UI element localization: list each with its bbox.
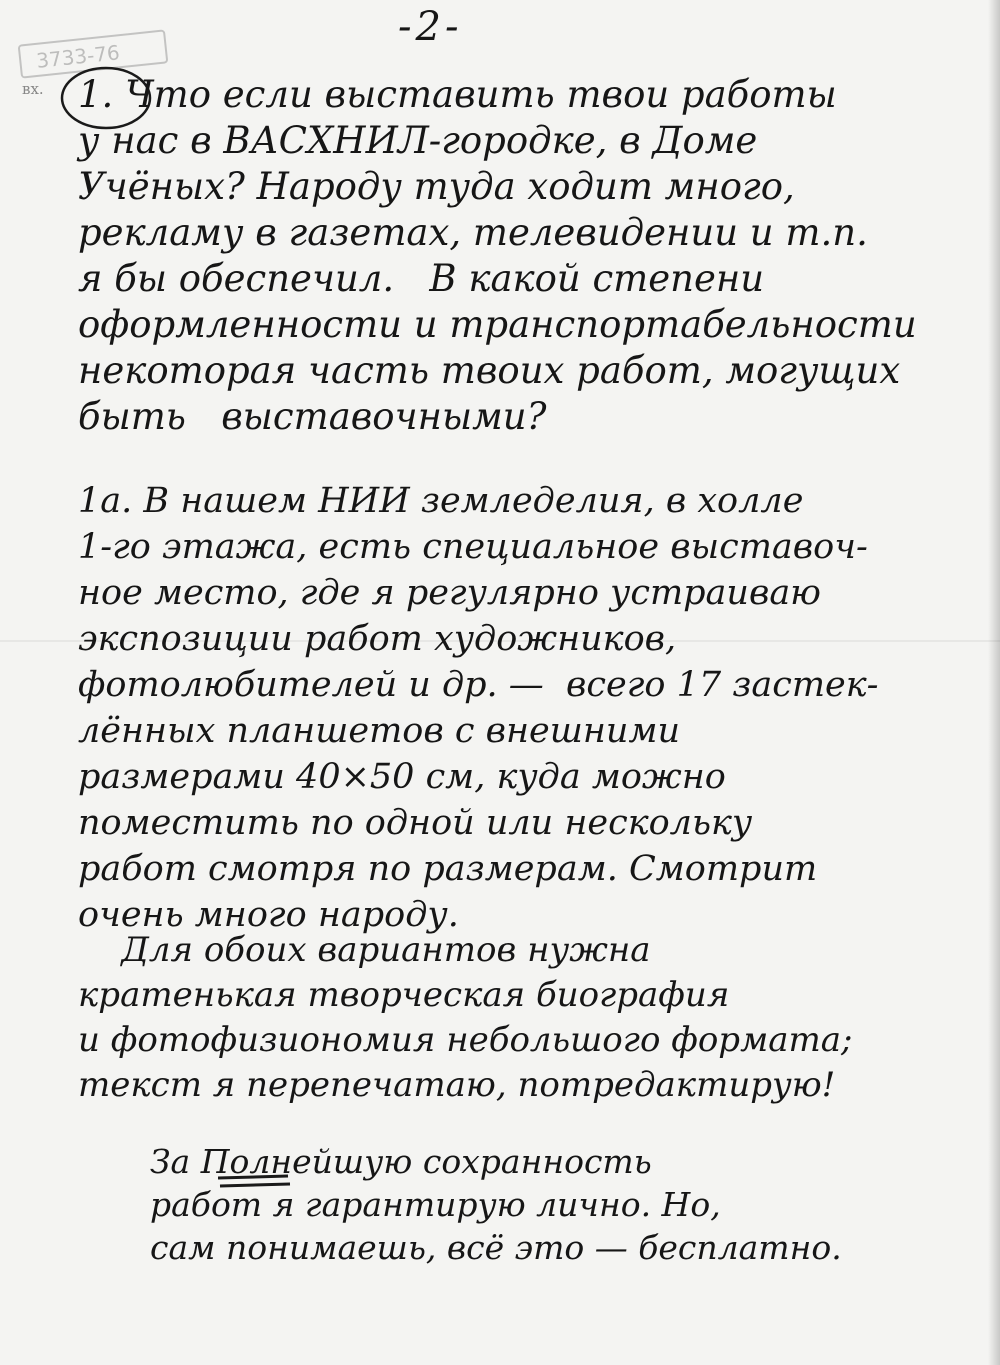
stamp-number: 3733-76 <box>35 40 121 73</box>
page-number: -2- <box>398 4 463 50</box>
paragraph-question-1a: 1а. В нашем НИИ земледелия, в холле 1-го этажа, есть специальное выставоч- ное место, где я регулярно устраиваю экспозиции работ художников, фотолюбителей и др. — всего 17 застек- лённых планшетов с внешними размерами 40×50 см, куда можно поместить по одной или нескольку работ смотря по размерам. Смотрит очень много народу. <box>78 481 879 935</box>
stamp-ref: вх. <box>22 80 44 98</box>
paper-edge-shadow <box>988 0 1000 1365</box>
paragraph-both-options: Для обоих вариантов нужна кратенькая творческая биография и фотофизиономия небольшого формата; текст я перепечатаю, потредактирую! <box>78 930 853 1105</box>
paragraph-question-1: 1. Что если выставить твои работы у нас в ВАСХНИЛ-городке, в Доме Учёных? Народу туда ходит много, рекламу в газетах, телевидении и т.п. я бы обеспечил. В какой степени оформленности и транспортабельности некоторая часть твоих работ, могущих быть выставочными? <box>78 73 917 438</box>
paragraph-guarantee: За Полнейшую сохранность работ я гарантирую лично. Но, сам понимаешь, всё это — бесплатно. <box>150 1142 842 1267</box>
